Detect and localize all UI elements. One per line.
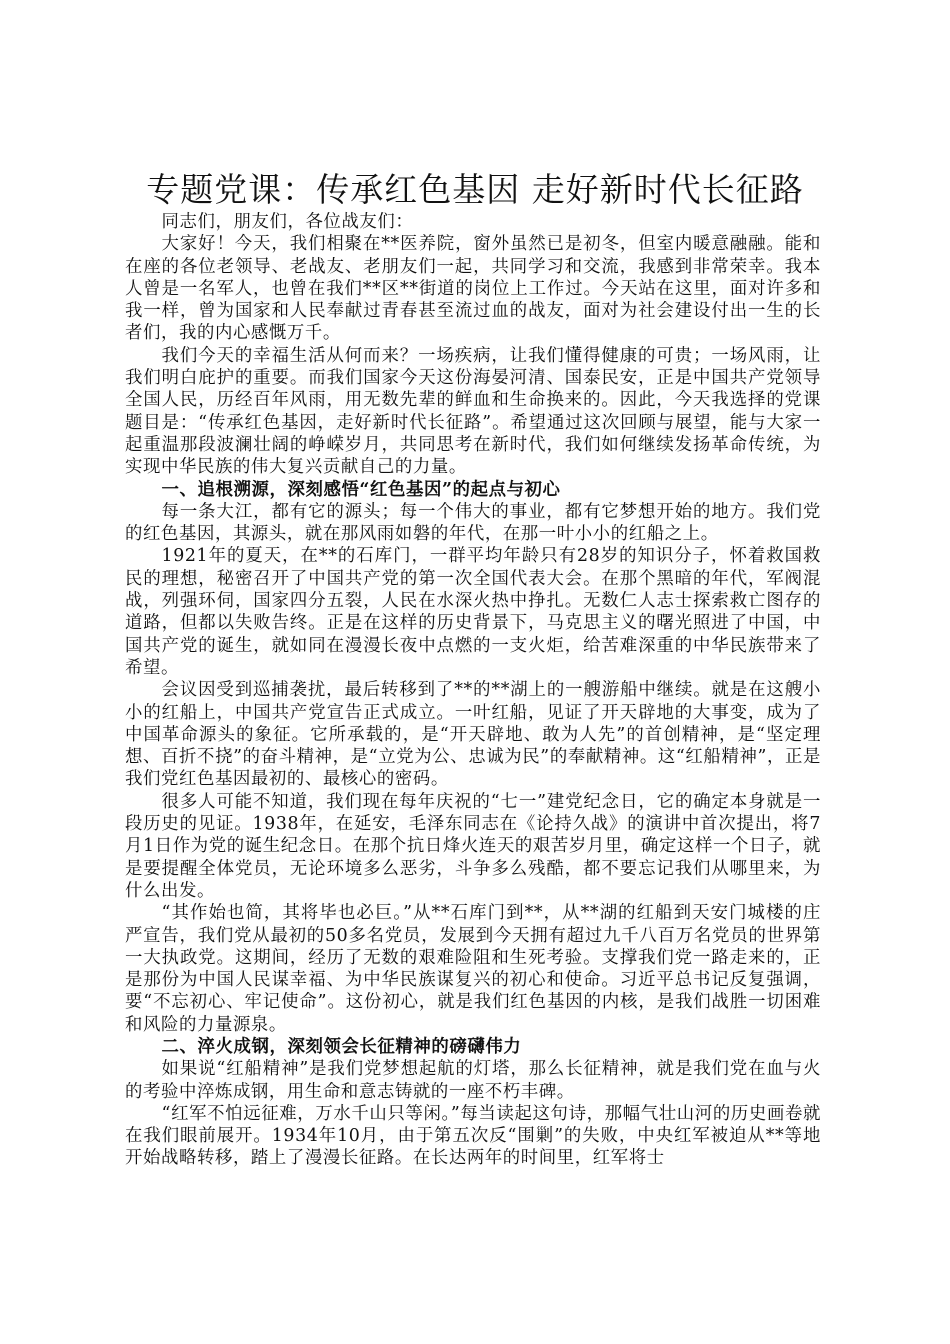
paragraph-intro: 我们今天的幸福生活从何而来？一场疾病，让我们懂得健康的可贵；一场风雨，让我们明白庇护的重要。而我们国家今天这份海晏河清、国泰民安，正是中国共产党领导全国人民，历经百年风雨，用无数先辈的鲜血和生命换来的。因此，今天我选择的党课题目是：“传承红色基因，走好新时代长征路”。希望通过这次回顾与展望，能与大家一起重温那段波澜壮阔的峥嵘岁月，共同思考在新时代，我们如何继续发扬革命传统，为实现中华民族的伟大复兴贡献自己的力量。 [125, 345, 821, 478]
document-body [125, 211, 821, 1170]
paragraph-july-first: 很多人可能不知道，我们现在每年庆祝的“七一”建党纪念日，它的确定本身就是一段历史的见证。1938年，在延安，毛泽东同志在《论持久战》的演讲中首次提出，将7月1日作为党的诞生纪念日。在那个抗日烽火连天的艰苦岁月里，确定这样一个日子，就是要提醒全体党员，无论环境多么恶劣，斗争多么残酷，都不要忘记我们从哪里来，为什么出发。 [125, 791, 821, 901]
paragraph-long-march-history: “红军不怕远征难，万水千山只等闲。”每当读起这句诗，那幅气壮山河的历史画卷就在我们眼前展开。1934年10月，由于第五次反“围剿”的失败，中央红军被迫从**等地开始战略转移，踏上了漫漫长征路。在长达两年的时间里，红军将士 [125, 1103, 821, 1169]
paragraph-long-march-intro: 如果说“红船精神”是我们党梦想起航的灯塔，那么长征精神，就是我们党在血与火的考验中淬炼成钢，用生命和意志铸就的一座不朽丰碑。 [125, 1059, 821, 1102]
paragraph-source: 每一条大江，都有它的源头；每一个伟大的事业，都有它梦想开始的地方。我们党的红色基因，其源头，就在那风雨如磐的年代，在那一叶小小的红船之上。 [125, 501, 821, 545]
paragraph-1921: 1921年的夏天，在**的石库门，一群平均年龄只有28岁的知识分子，怀着救国救民的理想，秘密召开了中国共产党的第一次全国代表大会。在那个黑暗的年代，军阀混战，列强环伺，国家四分五裂，人民在水深火热中挣扎。无数仁人志士探索救亡图存的道路，但都以失败告终。正是在这样的历史背景下，马克思主义的曙光照进了中国，中国共产党的诞生，就如同在漫漫长夜中点燃的一支火炬，给苦难深重的中华民族带来了希望。 [125, 546, 821, 678]
paragraph-salutation: 同志们，朋友们，各位战友们： [161, 212, 414, 232]
section-heading-2: 二、淬火成钢，深刻领会长征精神的磅礴伟力 [161, 1036, 522, 1057]
document-title: 专题党课：传承红色基因 走好新时代长征路 [146, 170, 804, 209]
paragraph-greeting: 大家好！今天，我们相聚在**医养院，窗外虽然已是初冬，但室内暖意融融。能和在座的各位老领导、老战友、老朋友们一起，共同学习和交流，我感到非常荣幸。我本人曾是一名军人，也曾在我们**区**街道的岗位上工作过。今天站在这里，面对许多和我一样，曾为国家和人民奉献过青春甚至流过血的战友，面对为社会建设付出一生的长者们，我的内心感慨万千。 [125, 234, 821, 344]
paragraph-original-mission: “其作始也简，其将毕也必巨。”从**石库门到**，从**湖的红船到天安门城楼的庄严宣告，我们党从最初的50多名党员，发展到今天拥有超过九千八百万名党员的世界第一大执政党。这期间，经历了无数的艰难险阻和生死考验。支撑我们党一路走来的，正是那份为中国人民谋幸福、为中华民族谋复兴的初心和使命。习近平总书记反复强调，要“不忘初心、牢记使命”。这份初心，就是我们红色基因的内核，是我们战胜一切困难和风险的力量源泉。 [125, 903, 821, 1035]
section-heading-1: 一、追根溯源，深刻感悟“红色基因”的起点与初心 [161, 479, 561, 500]
paragraph-red-boat: 会议因受到巡捕袭扰，最后转移到了**的**湖上的一艘游船中继续。就是在这艘小小的红船上，中国共产党宣告正式成立。一叶红船，见证了开天辟地的大事变，成为了中国革命源头的象征。它所承载的，是“开天辟地、敢为人先”的首创精神，是“坚定理想、百折不挠”的奋斗精神，是“立党为公、忠诚为民”的奉献精神。这“红船精神”，正是我们党红色基因最初的、最核心的密码。 [125, 680, 821, 790]
